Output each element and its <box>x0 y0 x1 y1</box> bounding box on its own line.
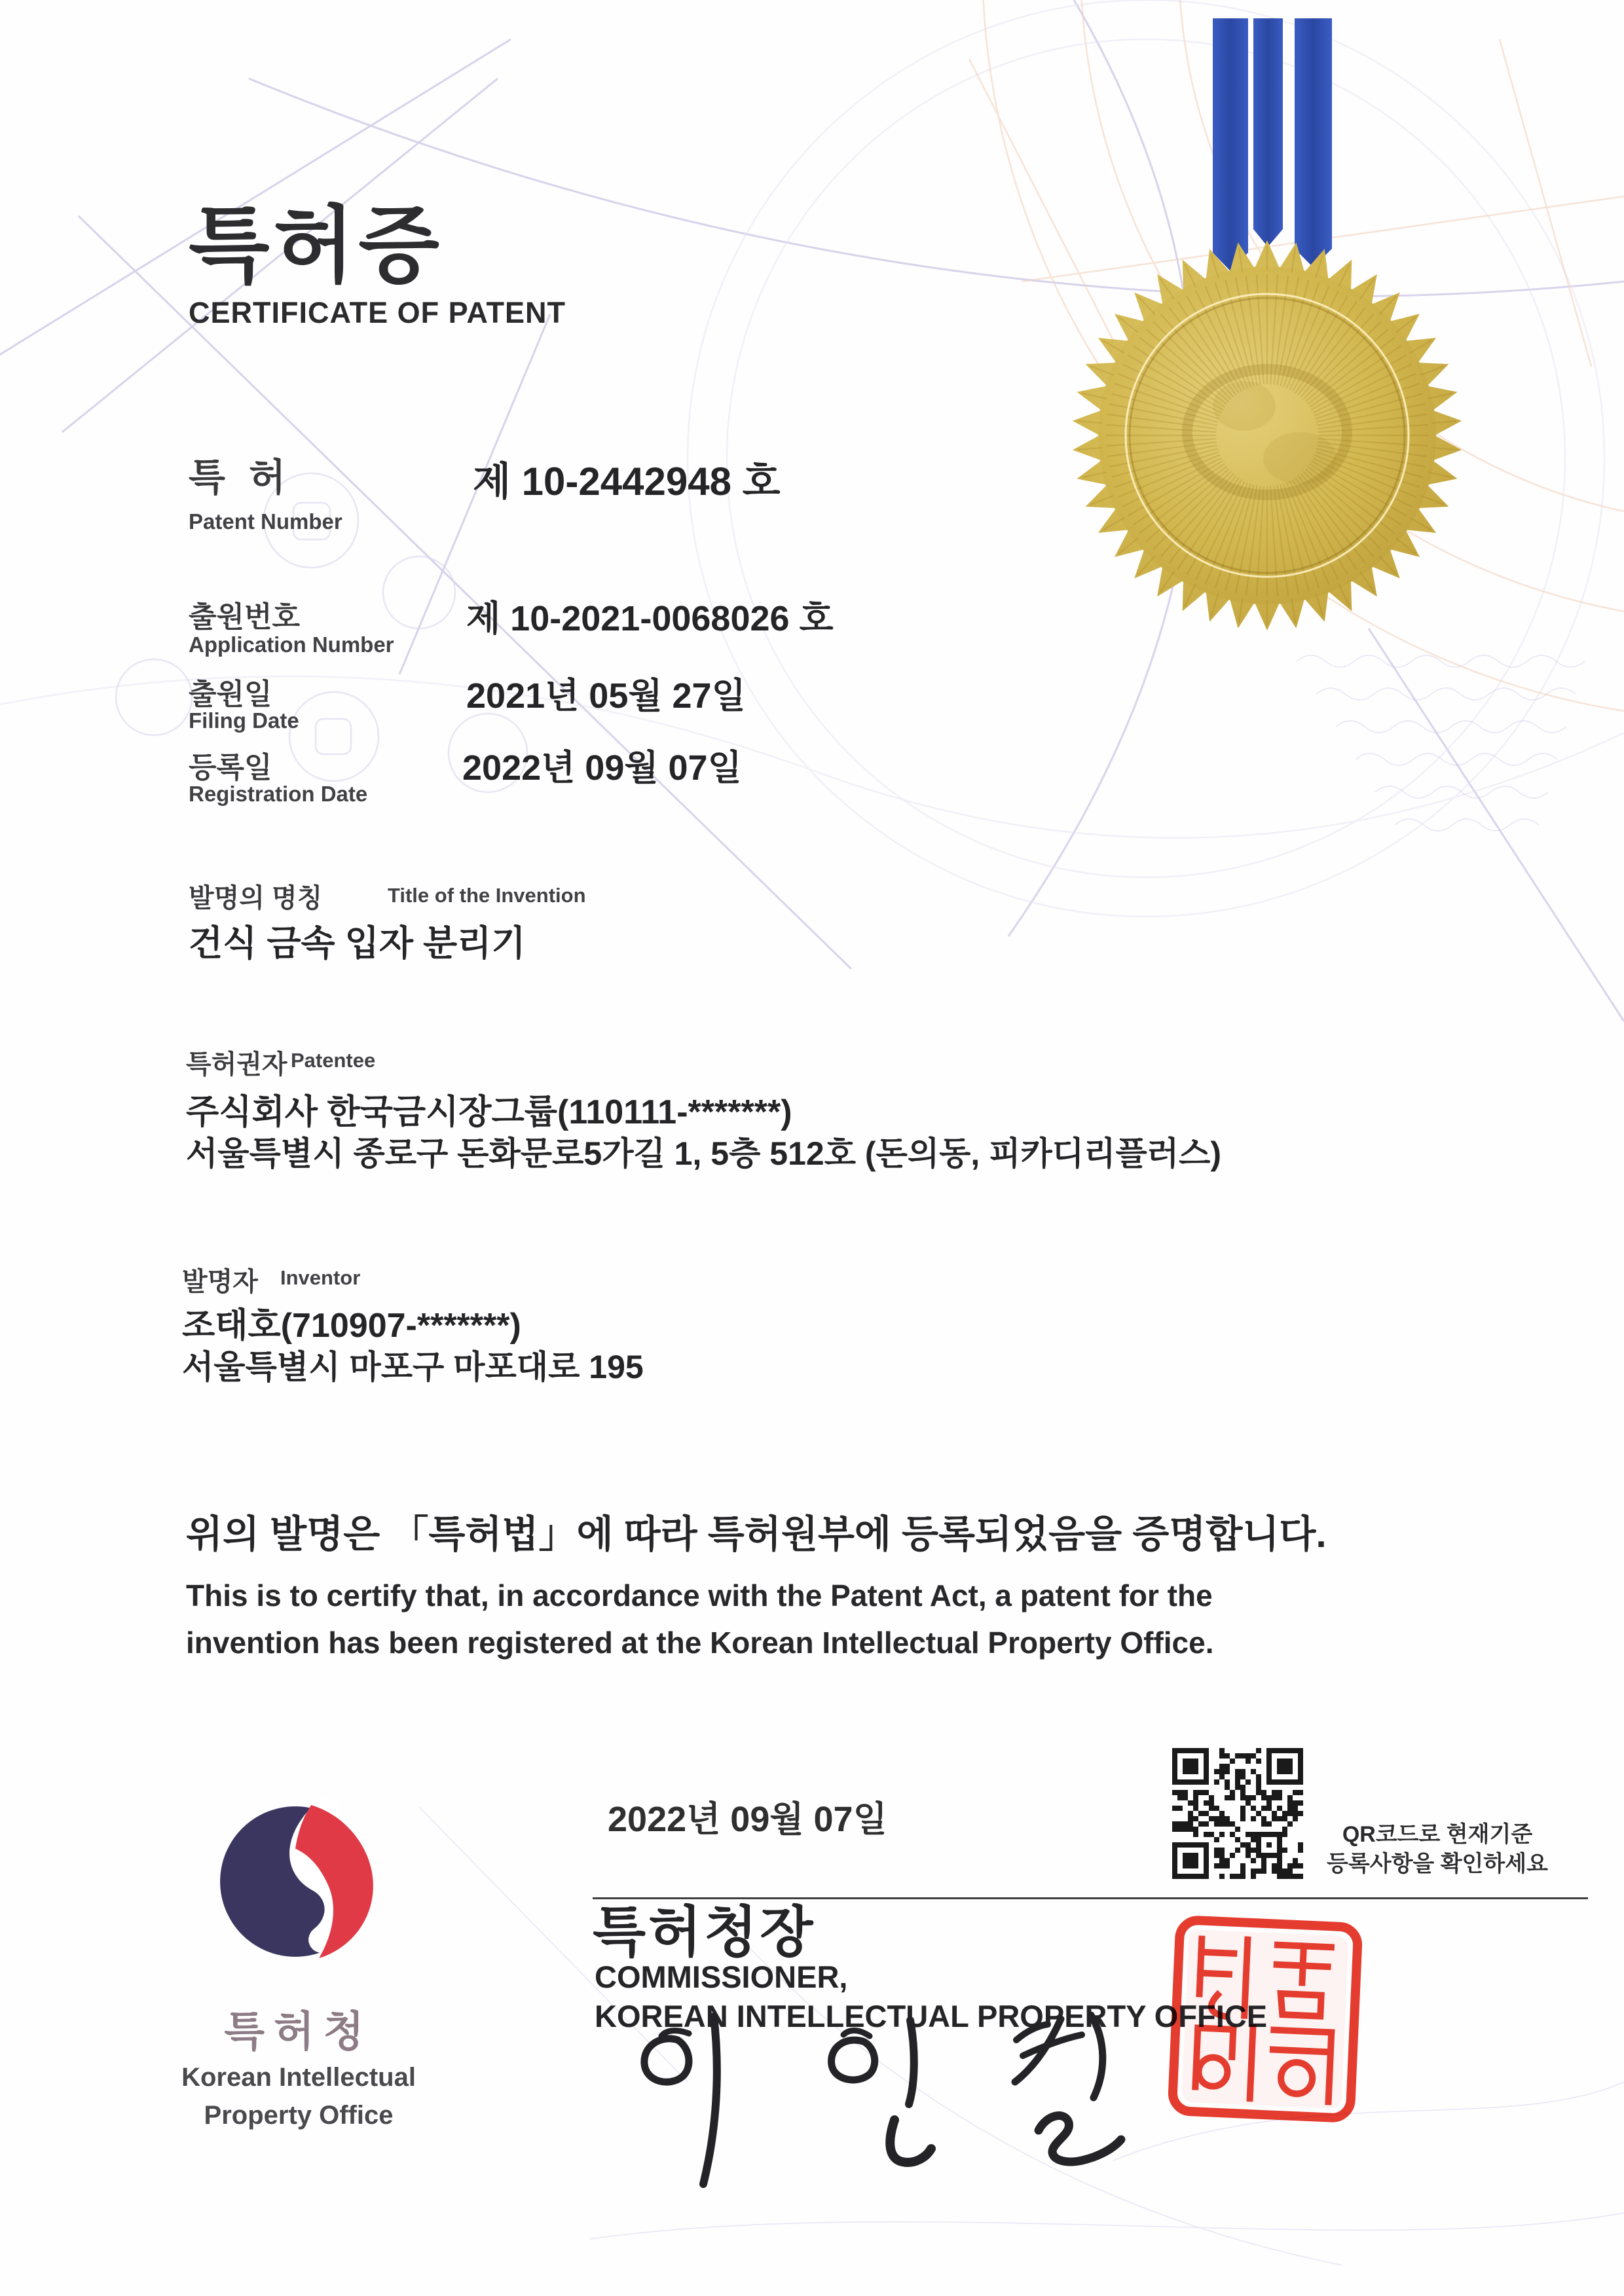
certificate-title-english: CERTIFICATE OF PATENT <box>189 296 566 329</box>
patentee-name: 주식회사 한국금시장그룹(110111-*******) <box>186 1093 792 1131</box>
qr-caption <box>1300 1820 1575 1879</box>
qr-caption-line2: 등록사항을 확인하세요 <box>1327 1851 1548 1876</box>
certificate-title-korean: 특허증 <box>189 199 443 293</box>
invention-title-label-en: Title of the Invention <box>388 884 586 907</box>
issue-date: 2022년 09월 07일 <box>608 1800 887 1839</box>
commissioner-title-ko: 특허청장 <box>593 1901 816 1963</box>
inventor-address: 서울특별시 마포구 마포대로 195 <box>182 1349 644 1385</box>
commissioner-title-en-line1: COMMISSIONER, <box>595 1959 848 1994</box>
filing-date-label-ko: 출원일 <box>189 678 272 710</box>
kipo-name-en-line2: Property Office <box>204 2101 394 2130</box>
filing-date-value: 2021년 05월 27일 <box>466 676 746 716</box>
patentee-label-ko: 특허권자 <box>186 1050 287 1079</box>
registration-date-label-ko: 등록일 <box>189 752 272 784</box>
official-red-stamp-seal <box>1165 1913 1365 2125</box>
qr-caption-line1: QR코드로 현재기준 <box>1342 1822 1533 1847</box>
certification-statement-ko: 위의 발명은 「특허법」에 따라 특허원부에 등록되었음을 증명합니다. <box>186 1513 1327 1556</box>
commissioner-signature <box>616 2009 1153 2212</box>
patent-number-value: 제 10-2442948 호 <box>473 460 781 503</box>
patent-number-label-en: Patent Number <box>189 509 342 534</box>
certification-statement-en-line2: invention has been registered at the Korean Intellectual Property Office. <box>186 1626 1214 1660</box>
application-number-label-ko: 출원번호 <box>189 601 301 633</box>
kipo-logo <box>211 1794 382 1967</box>
kipo-name-en-line1: Korean Intellectual <box>181 2063 416 2092</box>
ribbon <box>1213 18 1332 271</box>
registration-date-value: 2022년 09월 07일 <box>462 748 742 788</box>
certification-statement-en-line1: This is to certify that, in accordance with the Patent Act, a patent for the <box>186 1578 1213 1613</box>
inventor-name: 조태호(710907-*******) <box>182 1307 521 1345</box>
gold-medallion-seal <box>1073 240 1462 630</box>
commissioner-title-en-line2: KOREAN INTELLECTUAL PROPERTY OFFICE <box>595 1999 1268 2033</box>
inventor-label-en: Inventor <box>280 1266 361 1289</box>
patentee-address: 서울특별시 종로구 돈화문로5가길 1, 5층 512호 (돈의동, 피카디리플러스) <box>186 1135 1221 1172</box>
application-number-value: 제 10-2021-0068026 호 <box>466 599 834 638</box>
patentee-label-en: Patentee <box>291 1049 376 1072</box>
invention-title-value: 건식 금속 입자 분리기 <box>189 924 526 963</box>
kipo-name-en <box>143 2058 454 2134</box>
application-number-label-en: Application Number <box>189 632 394 657</box>
qr-code <box>1172 1748 1303 1879</box>
invention-title-label-ko: 발명의 명칭 <box>189 884 323 913</box>
patent-number-label-ko: 특 허 <box>189 456 293 499</box>
registration-date-label-en: Registration Date <box>189 782 368 806</box>
filing-date-label-en: Filing Date <box>189 708 299 733</box>
kipo-name-ko: 특허청 <box>224 2008 373 2055</box>
inventor-label-ko: 발명자 <box>182 1267 258 1296</box>
